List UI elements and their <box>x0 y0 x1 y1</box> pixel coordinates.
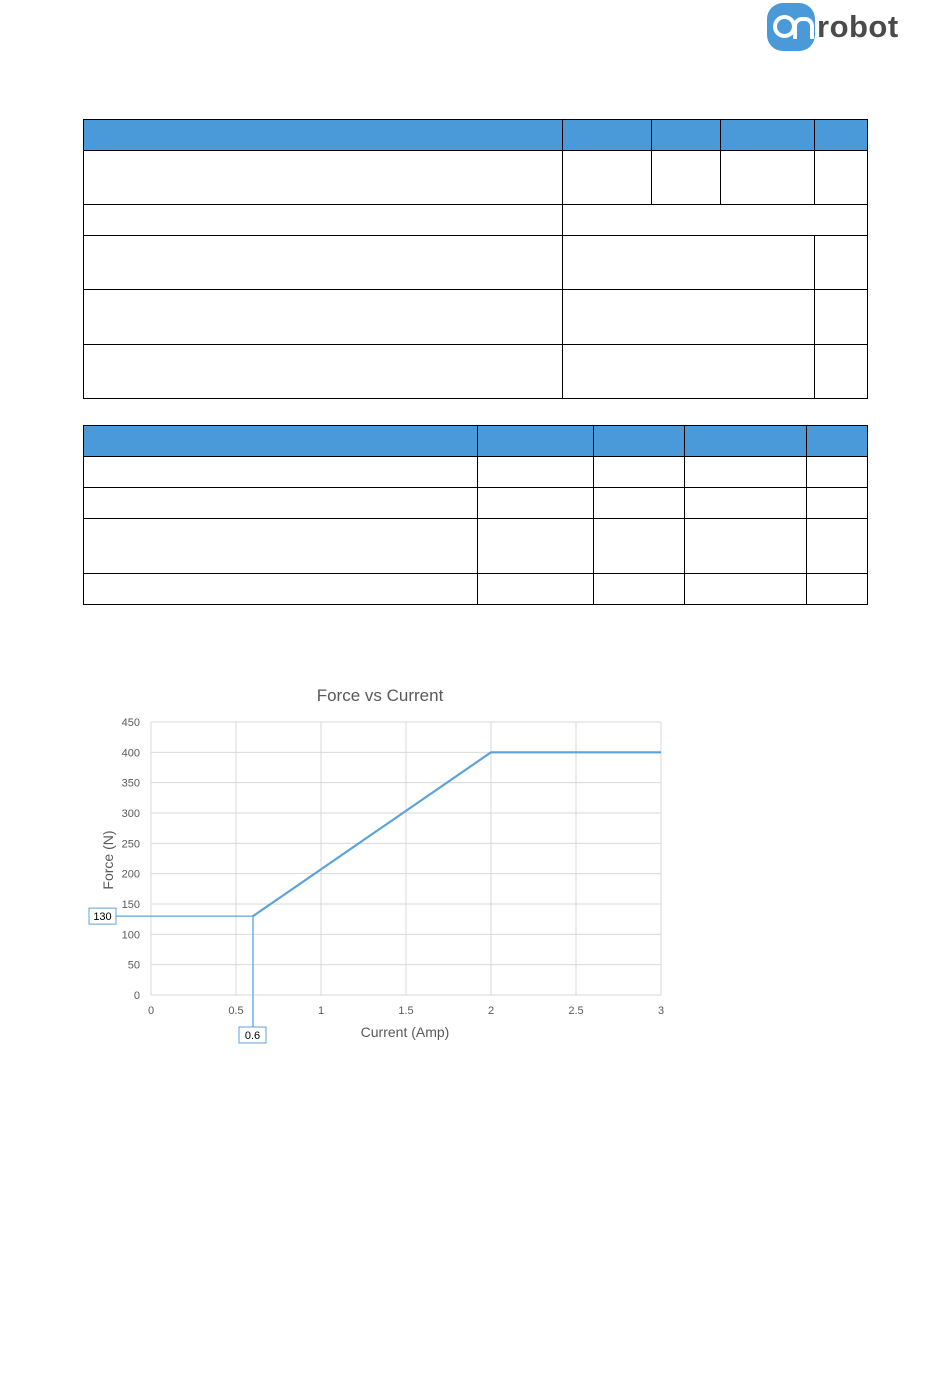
y-tick-label: 300 <box>121 808 140 820</box>
header-cell <box>84 426 478 457</box>
chart-series <box>253 752 661 916</box>
y-tick-label: 100 <box>121 929 140 942</box>
specification-table-2 <box>83 425 868 605</box>
logo-stem <box>793 17 814 39</box>
chart-gridlines <box>151 722 661 995</box>
header-cell <box>478 426 594 457</box>
table-cell <box>478 457 594 488</box>
header-cell <box>815 120 868 151</box>
table-cell <box>652 151 721 205</box>
table-cell <box>84 205 563 236</box>
table-cell <box>685 519 807 574</box>
table-cell <box>478 519 594 574</box>
header-cell <box>721 120 815 151</box>
header-cell <box>807 426 868 457</box>
x-tick-label: 3 <box>657 1005 665 1017</box>
table-cell <box>84 151 563 205</box>
table-cell <box>685 457 807 488</box>
annotation-callout-label: 0.6 <box>244 1030 261 1042</box>
table-row <box>84 236 868 290</box>
x-tick-label: 0 <box>147 1005 155 1017</box>
chart-tick-labels <box>122 717 664 1017</box>
chart-annotations <box>89 908 266 1043</box>
x-tick-label: 1 <box>317 1005 325 1017</box>
table-cell <box>807 519 868 574</box>
table-row <box>84 488 868 519</box>
header-cell <box>652 120 721 151</box>
logo-text: robot <box>817 9 899 44</box>
table-cell <box>807 488 868 519</box>
table-header-row <box>84 120 868 151</box>
table-cell <box>594 488 685 519</box>
x-tick-label: 2 <box>487 1005 495 1017</box>
table-cell <box>807 574 868 605</box>
table-cell <box>563 290 815 345</box>
y-axis-title: Force (N) <box>100 830 116 890</box>
logo-badge <box>767 3 815 51</box>
y-tick-label: 200 <box>121 868 140 881</box>
table-cell <box>594 574 685 605</box>
table-cell <box>685 488 807 519</box>
header-cell <box>563 120 652 151</box>
table-cell <box>478 574 594 605</box>
annotation-callout-label: 130 <box>93 911 112 924</box>
table-cell <box>84 519 478 574</box>
y-tick-label: 150 <box>121 899 140 911</box>
table-cell <box>84 236 563 290</box>
x-tick-label: 1.5 <box>398 1005 414 1017</box>
x-tick-label: 2.5 <box>568 1005 584 1017</box>
force-vs-current-chart <box>80 675 680 1050</box>
x-tick-label: 0.5 <box>228 1005 244 1017</box>
table-row <box>84 205 868 236</box>
y-tick-label: 400 <box>121 747 140 760</box>
table-row <box>84 574 868 605</box>
table-cell <box>807 457 868 488</box>
table-row <box>84 345 868 399</box>
table-cell <box>594 457 685 488</box>
table-cell <box>815 290 868 345</box>
y-tick-label: 450 <box>121 717 140 729</box>
table-cell <box>84 574 478 605</box>
table-cell <box>563 205 868 236</box>
table-cell <box>815 345 868 399</box>
table-cell <box>815 236 868 290</box>
header-cell <box>685 426 807 457</box>
x-axis-title: Current (Amp) <box>360 1024 450 1040</box>
header-cell <box>594 426 685 457</box>
y-tick-label: 350 <box>121 777 140 790</box>
table-cell <box>563 236 815 290</box>
series-line <box>253 752 661 916</box>
y-tick-label: 50 <box>127 959 140 972</box>
table-cell <box>594 519 685 574</box>
table-cell <box>84 457 478 488</box>
onrobot-logo <box>767 3 899 55</box>
table-row <box>84 457 868 488</box>
table-cell <box>721 151 815 205</box>
table-row <box>84 290 868 345</box>
table-header-row <box>84 426 868 457</box>
table-cell <box>84 345 563 399</box>
header-cell <box>84 120 563 151</box>
y-tick-label: 250 <box>121 838 140 851</box>
table-cell <box>478 488 594 519</box>
table-row <box>84 519 868 574</box>
table-cell <box>685 574 807 605</box>
table-cell <box>563 151 652 205</box>
table-cell <box>84 488 478 519</box>
chart-title: Force vs Current <box>316 686 444 705</box>
table-cell <box>563 345 815 399</box>
table-row <box>84 151 868 205</box>
table-cell <box>84 290 563 345</box>
specification-table-1 <box>83 119 868 399</box>
y-tick-label: 0 <box>133 990 140 1002</box>
table-cell <box>815 151 868 205</box>
